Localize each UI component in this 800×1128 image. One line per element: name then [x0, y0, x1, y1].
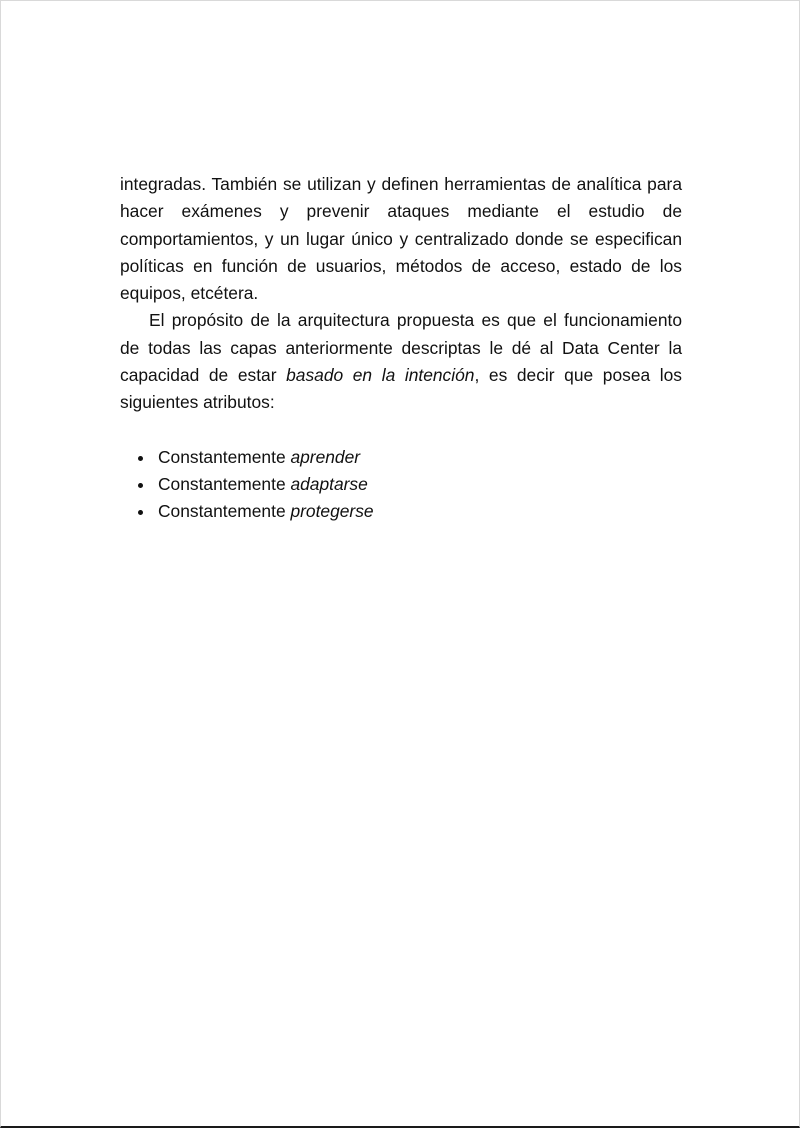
paragraph-continuation: integradas. También se utilizan y definen herramientas de analítica para hacer exámenes y prevenir ataques mediante el estudio de comportamientos, y un lugar único y centralizado donde se especifican políticas en función de usuarios, métodos de acceso, estado de los equipos, etcétera.	[120, 174, 682, 304]
attributes-list	[120, 444, 682, 526]
list-item	[120, 498, 682, 525]
bullet-icon	[138, 456, 143, 461]
list-item-emphasis: protegerse	[290, 501, 374, 522]
bullet-icon	[138, 510, 143, 515]
list-item-emphasis: aprender	[290, 446, 361, 467]
list-item-prefix: Constantemente	[158, 473, 291, 494]
list-item-prefix: Constantemente	[158, 501, 291, 522]
list-item-emphasis: adaptarse	[290, 473, 368, 494]
paragraph-purpose	[120, 307, 682, 416]
page-content	[120, 171, 682, 526]
paragraph-purpose-text-end: , es decir que posea los siguientes atributos:	[120, 365, 682, 413]
list-item	[120, 444, 682, 471]
list-item	[120, 471, 682, 498]
paragraph-purpose-emphasis: basado en la intención	[286, 365, 475, 386]
paragraph-purpose-text: El propósito de la arquitectura propuesta es que el funcionamiento de todas las capas anteriormente descriptas le dé al Data Center la capacidad de estar	[120, 310, 682, 386]
bullet-icon	[138, 483, 143, 488]
list-item-prefix: Constantemente	[158, 446, 291, 467]
